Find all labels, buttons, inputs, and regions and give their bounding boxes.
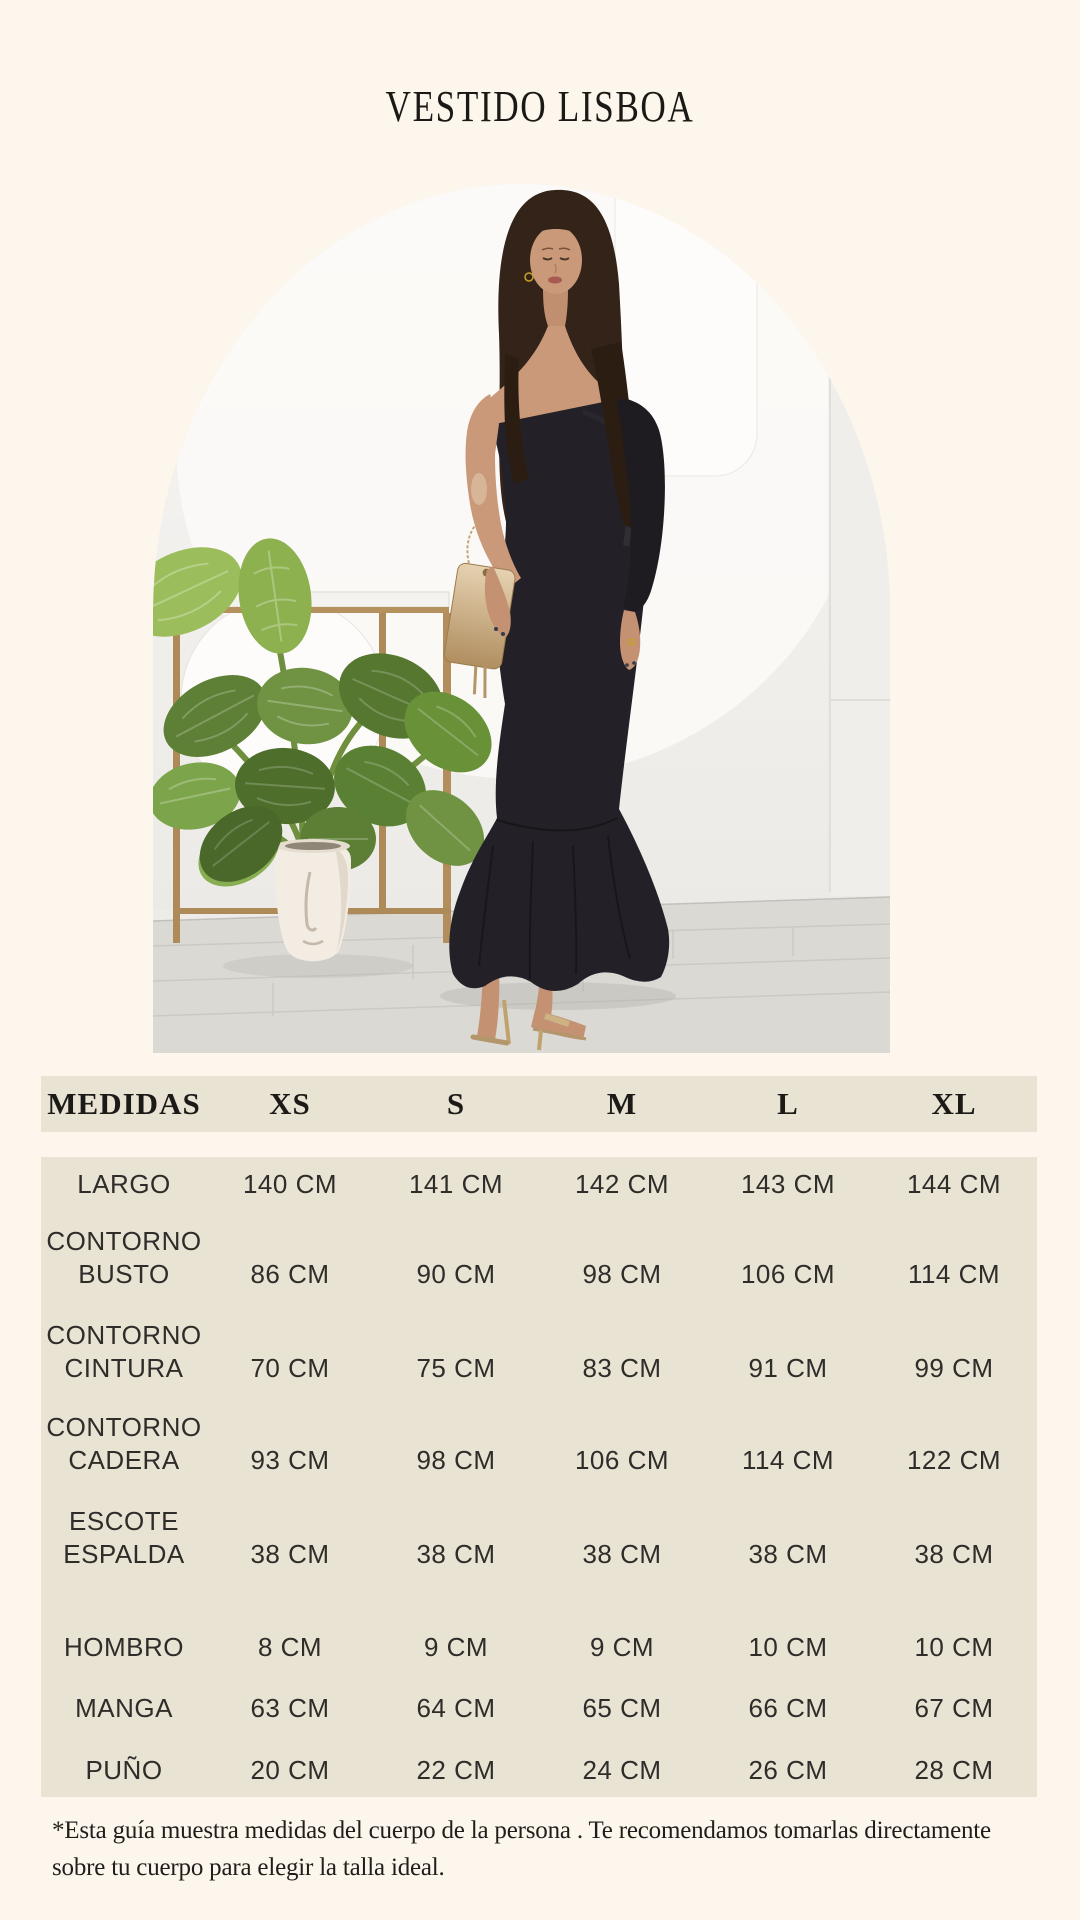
measure-value: 38 CM: [914, 1539, 994, 1569]
table-row-contorno-busto: [41, 1217, 1037, 1291]
column-header-xs: XS: [269, 1086, 311, 1121]
measure-value: 38 CM: [250, 1539, 330, 1569]
measure-value: 28 CM: [914, 1755, 994, 1785]
measure-value: 38 CM: [416, 1539, 496, 1569]
face-vase: [275, 839, 351, 961]
measure-value: 66 CM: [748, 1693, 828, 1723]
measure-value: 114 CM: [741, 1445, 835, 1475]
measure-value: 98 CM: [416, 1445, 496, 1475]
measure-value: 63 CM: [250, 1693, 330, 1723]
measure-value: 91 CM: [748, 1353, 828, 1383]
measure-value: 8 CM: [257, 1632, 323, 1662]
measure-value: 70 CM: [250, 1353, 330, 1383]
table-row-contorno-cadera: [41, 1385, 1037, 1477]
measure-value: 141 CM: [408, 1169, 504, 1199]
measure-value: 67 CM: [914, 1693, 994, 1723]
measure-value: 38 CM: [748, 1539, 828, 1569]
measure-value: 114 CM: [907, 1259, 1001, 1289]
footnote-line: sobre tu cuerpo para elegir la talla ideal.: [52, 1854, 445, 1881]
measure-value: 65 CM: [582, 1693, 662, 1723]
measure-label: CONTORNO CADERA: [46, 1412, 202, 1475]
table-row-hombro: [41, 1571, 1037, 1681]
footnote: [52, 1812, 991, 1886]
measure-label: HOMBRO: [64, 1632, 184, 1662]
table-row-escote-espalda: [41, 1477, 1037, 1571]
product-photo-illustration: [153, 184, 890, 1053]
size-table-header: [41, 1076, 1037, 1132]
page-title: VESTIDO LISBOA: [385, 81, 695, 131]
measure-value: 144 CM: [906, 1169, 1002, 1199]
product-photo: [153, 184, 890, 1053]
table-row-manga: [41, 1681, 1037, 1734]
measure-value: 140 CM: [242, 1169, 338, 1199]
measure-value: 38 CM: [582, 1539, 662, 1569]
measure-value: 24 CM: [582, 1755, 662, 1785]
measure-value: 99 CM: [914, 1353, 994, 1383]
measure-value: 9 CM: [589, 1632, 655, 1662]
measure-label: MANGA: [75, 1693, 173, 1723]
measure-value: 22 CM: [416, 1755, 496, 1785]
measure-value: 142 CM: [574, 1169, 670, 1199]
measure-value: 86 CM: [250, 1259, 330, 1289]
measure-label: LARGO: [77, 1169, 171, 1199]
measure-value: 106 CM: [740, 1259, 836, 1289]
measure-value: 75 CM: [416, 1353, 496, 1383]
column-header-s: S: [446, 1086, 466, 1121]
column-header-m: M: [606, 1086, 638, 1121]
size-table-body: [41, 1157, 1037, 1797]
measure-value: 93 CM: [250, 1445, 330, 1475]
measure-value: 83 CM: [582, 1353, 662, 1383]
table-row-contorno-cintura: [41, 1291, 1037, 1385]
column-header-xl: XL: [931, 1086, 977, 1121]
measure-label: PUÑO: [85, 1755, 163, 1785]
measure-value: 122 CM: [906, 1445, 1002, 1475]
column-header-medidas: MEDIDAS: [47, 1086, 201, 1121]
measure-value: 26 CM: [748, 1755, 828, 1785]
measure-value: 143 CM: [740, 1169, 836, 1199]
measure-value: 20 CM: [250, 1755, 330, 1785]
measure-value: 90 CM: [416, 1259, 496, 1289]
measure-value: 10 CM: [914, 1632, 994, 1662]
measure-value: 64 CM: [416, 1693, 496, 1723]
table-row-puño: [41, 1734, 1037, 1797]
table-row-largo: [41, 1157, 1037, 1217]
measure-label: CONTORNO BUSTO: [46, 1226, 202, 1289]
measure-value: 10 CM: [748, 1632, 828, 1662]
measure-value: 98 CM: [582, 1259, 662, 1289]
footnote-line: *Esta guía muestra medidas del cuerpo de la persona . Te recomendamos tomarlas directamente: [52, 1817, 991, 1844]
measure-label: CONTORNO CINTURA: [46, 1320, 202, 1383]
column-header-l: L: [777, 1086, 799, 1121]
measure-value: 9 CM: [423, 1632, 489, 1662]
measure-label: ESCOTE ESPALDA: [63, 1506, 185, 1569]
measure-value: 106 CM: [574, 1445, 670, 1475]
